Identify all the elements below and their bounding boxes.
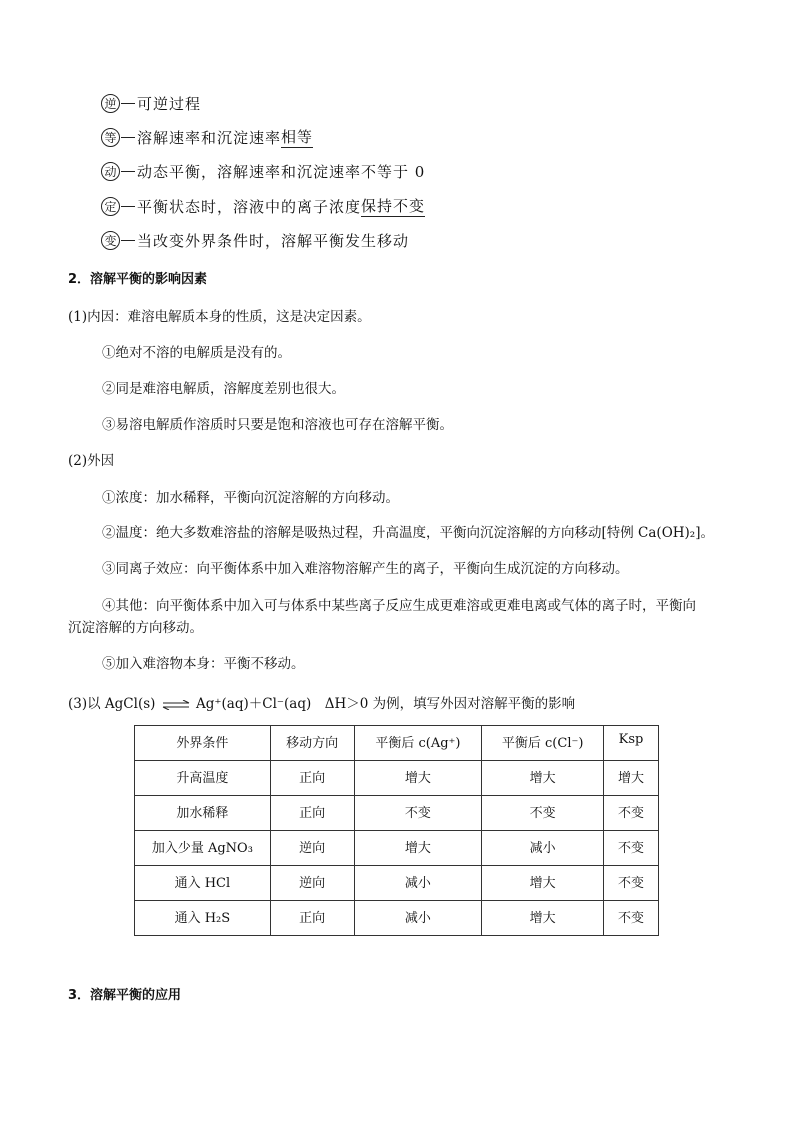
table-header-cell: 平衡后 c(Ag⁺) bbox=[354, 726, 482, 761]
paragraph: ③同离子效应：向平衡体系中加入难溶物溶解产生的离子，平衡向生成沉淀的方向移动。 bbox=[102, 561, 629, 577]
feature-text: 动态平衡，溶解速率和沉淀速率不等于 0 bbox=[137, 162, 426, 181]
table-header-cell: 移动方向 bbox=[270, 726, 354, 761]
circle-char: 变 bbox=[101, 231, 120, 250]
dash bbox=[121, 171, 135, 172]
table-cell: 正向 bbox=[270, 761, 354, 796]
dash bbox=[121, 137, 135, 138]
feature-underlined: 保持不变 bbox=[361, 197, 426, 215]
circle-char: 等 bbox=[101, 128, 120, 147]
table-cell: 正向 bbox=[270, 901, 354, 936]
effect-table bbox=[134, 725, 659, 936]
table-cell: 不变 bbox=[604, 831, 659, 866]
table-cell: 增大 bbox=[354, 761, 482, 796]
table-cell: 通入 H₂S bbox=[135, 901, 271, 936]
paragraph: ①绝对不溶的电解质是没有的。 bbox=[102, 345, 291, 361]
feature-item bbox=[101, 92, 201, 114]
feature-text: 当改变外界条件时，溶解平衡发生移动 bbox=[137, 231, 410, 250]
table-cell: 不变 bbox=[482, 796, 604, 831]
equilibrium-arrow-icon bbox=[162, 700, 190, 710]
equation-prefix: (3)以 AgCl(s) bbox=[68, 696, 156, 712]
circle-char: 逆 bbox=[101, 94, 120, 113]
dash bbox=[121, 206, 135, 207]
feature-item bbox=[101, 160, 425, 182]
feature-text: 溶解速率和沉淀速率 bbox=[137, 128, 282, 147]
section-heading: 3．溶解平衡的应用 bbox=[68, 988, 182, 1003]
circle-char: 定 bbox=[101, 197, 120, 216]
table-cell: 减小 bbox=[482, 831, 604, 866]
table-cell: 通入 HCl bbox=[135, 866, 271, 901]
dash bbox=[121, 103, 135, 104]
paragraph: ③易溶电解质作溶质时只要是饱和溶液也可存在溶解平衡。 bbox=[102, 417, 453, 433]
table-header-cell: Ksp bbox=[604, 726, 659, 761]
paragraph: ④其他：向平衡体系中加入可与体系中某些离子反应生成更难溶或更难电离或气体的离子时，平衡向 bbox=[102, 598, 696, 614]
table-header-cell: 平衡后 c(Cl⁻) bbox=[482, 726, 604, 761]
table-cell: 不变 bbox=[604, 866, 659, 901]
circle-char: 动 bbox=[101, 162, 120, 181]
dash bbox=[121, 240, 135, 241]
table-cell: 增大 bbox=[604, 761, 659, 796]
table-cell: 减小 bbox=[354, 866, 482, 901]
table-cell: 逆向 bbox=[270, 831, 354, 866]
table-cell: 升高温度 bbox=[135, 761, 271, 796]
feature-underlined: 相等 bbox=[281, 128, 314, 146]
table-header-row bbox=[135, 726, 659, 761]
feature-item bbox=[101, 126, 313, 148]
paragraph: ②同是难溶电解质，溶解度差别也很大。 bbox=[102, 381, 345, 397]
table-row bbox=[135, 796, 659, 831]
table-row bbox=[135, 866, 659, 901]
feature-text: 可逆过程 bbox=[137, 94, 202, 113]
table-header-cell: 外界条件 bbox=[135, 726, 271, 761]
table-cell: 不变 bbox=[604, 901, 659, 936]
feature-item bbox=[101, 229, 409, 251]
section-heading: 2．溶解平衡的影响因素 bbox=[68, 272, 208, 287]
table-row bbox=[135, 761, 659, 796]
paragraph: ⑤加入难溶物本身：平衡不移动。 bbox=[102, 656, 305, 672]
feature-item bbox=[101, 195, 425, 217]
equation-line bbox=[68, 692, 575, 712]
table-cell: 不变 bbox=[354, 796, 482, 831]
table-cell: 减小 bbox=[354, 901, 482, 936]
table-cell: 逆向 bbox=[270, 866, 354, 901]
paragraph: (2)外因 bbox=[68, 453, 115, 469]
paragraph: 沉淀溶解的方向移动。 bbox=[68, 620, 203, 636]
table-row bbox=[135, 831, 659, 866]
table-cell: 增大 bbox=[482, 901, 604, 936]
table-cell: 增大 bbox=[482, 761, 604, 796]
table-cell: 不变 bbox=[604, 796, 659, 831]
table-cell: 增大 bbox=[354, 831, 482, 866]
paragraph: ①浓度：加水稀释，平衡向沉淀溶解的方向移动。 bbox=[102, 490, 399, 506]
paragraph: ②温度：绝大多数难溶盐的溶解是吸热过程，升高温度，平衡向沉淀溶解的方向移动[特例 Ca(OH)₂]。 bbox=[102, 525, 714, 541]
feature-text: 平衡状态时，溶液中的离子浓度 bbox=[137, 197, 362, 216]
equation-suffix: Ag⁺(aq)＋Cl⁻(aq) ΔH＞0 为例，填写外因对溶解平衡的影响 bbox=[196, 696, 576, 712]
table-cell: 增大 bbox=[482, 866, 604, 901]
paragraph: (1)内因：难溶电解质本身的性质，这是决定因素。 bbox=[68, 309, 371, 325]
table-cell: 加入少量 AgNO₃ bbox=[135, 831, 271, 866]
table-row bbox=[135, 901, 659, 936]
table-cell: 正向 bbox=[270, 796, 354, 831]
table-cell: 加水稀释 bbox=[135, 796, 271, 831]
